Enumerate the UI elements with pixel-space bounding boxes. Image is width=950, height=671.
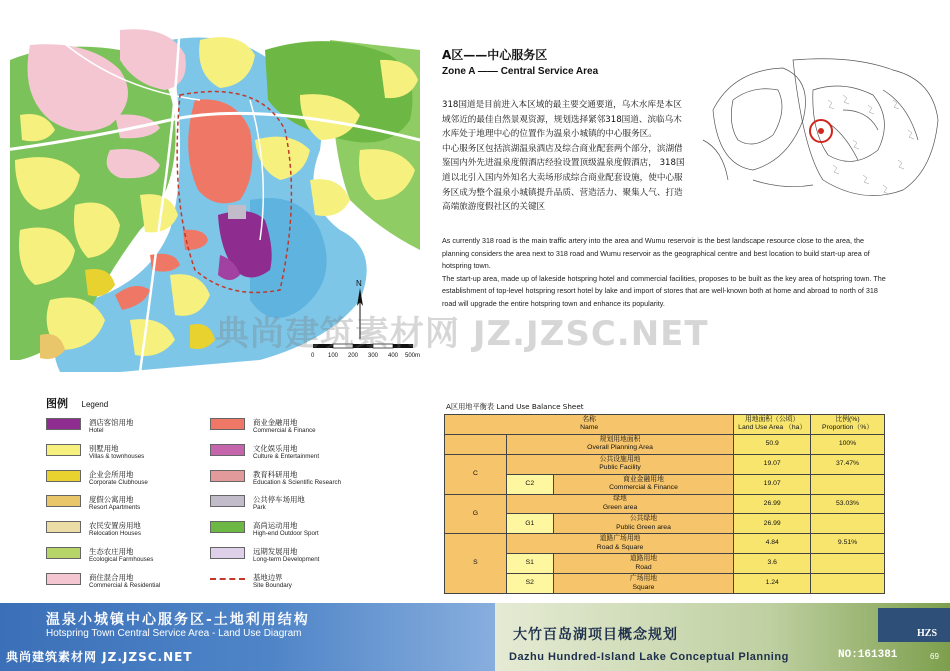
legend-label-cn: 农民安置房用地: [89, 521, 141, 531]
row-name-cn: 商业金融用地: [623, 475, 664, 483]
legend-swatch: [46, 470, 81, 482]
table-cell-area: 26.99: [734, 494, 811, 514]
row-name-cn: 公共设施用地: [599, 455, 641, 463]
scale-tick: 200: [348, 353, 359, 359]
legend-label-en: Culture & Entertainment: [253, 452, 320, 460]
legend-swatch: [46, 495, 81, 507]
legend-label-cn: 酒店客馆用地: [89, 418, 134, 427]
project-title-cn: 大竹百岛湖项目概念规划: [513, 627, 678, 643]
legend-swatch: [210, 495, 245, 507]
row-name-en: Public Facility: [599, 464, 641, 472]
legend-swatch: [210, 521, 245, 533]
legend-swatch: [46, 444, 81, 456]
legend-title-en: Legend: [81, 400, 109, 409]
row-name-cn: 广场用地: [629, 575, 658, 582]
legend-label-cn: 教育科研用地: [253, 469, 298, 479]
header-name: [445, 415, 734, 435]
table-caption: A区用地平衡表 Land Use Balance Sheet: [446, 402, 584, 411]
description-en: [442, 235, 888, 311]
legend-label-en: Villas & townhouses: [89, 452, 145, 460]
site-boundary-swatch: [210, 578, 245, 580]
legend-label-cn: 生态农庄用地: [89, 546, 134, 556]
legend-label-cn: 高尚运动用地: [253, 521, 298, 531]
legend-label-en: Hotel: [89, 427, 104, 434]
legend-swatch: [46, 573, 81, 585]
scale-tick: 100: [328, 353, 339, 359]
zone-title-cn: A区——中心服务区: [442, 48, 548, 62]
legend-label-cn: 别墅用地: [89, 443, 119, 453]
table-cell-area: 1.24: [734, 574, 811, 594]
table-cell-ratio: 100%: [811, 434, 885, 454]
table-cell: [445, 434, 507, 454]
table-cell-ratio: [811, 474, 885, 494]
header-area-cn: 用地面积（公顷）: [744, 415, 800, 423]
table-row: [445, 434, 885, 454]
row-name-en: Public Green area: [616, 523, 671, 531]
table-header-row: [445, 415, 885, 435]
description-en-paragraph: The start-up area, made up of lakeside hotspring hotel and commercial facilities, proposes to be built as the key area of hotspring town. The establishment of top-level hotspring resort hotel by lake and import of stores that are well-known both at home and abroad to north of 318 road will upgrade the entire hotspring town and enhance its popularity.: [442, 273, 886, 308]
legend-label-en: Relocation Houses: [89, 530, 141, 538]
description-cn-paragraph: 318国道是目前进入本区域的最主要交通要道，乌木水库是本区域邻近的最佳自然景观资源，规划选择紧邻318国道、滨临乌木水库处于地理中心的位置作为温泉小城镇的中心服务区。: [442, 100, 682, 140]
legend-label-cn: 度假公寓用地: [89, 495, 134, 505]
description-cn: [442, 98, 690, 215]
legend-swatch: [210, 444, 245, 456]
header-ratio: [811, 415, 885, 435]
land-use-balance-table: [444, 414, 885, 594]
legend-label-en: Resort Apartments: [89, 504, 141, 512]
table-cell-ratio: [811, 514, 885, 534]
company-logo: HZS: [917, 628, 938, 639]
table-cell-ratio: [811, 554, 885, 574]
scale-tick: 500m: [405, 353, 421, 359]
header-name-en: Name: [580, 424, 599, 432]
table-cell-code: S2: [506, 574, 553, 594]
table-row: [445, 574, 885, 594]
row-name-en: Commercial & Finance: [609, 484, 678, 492]
table-cell-area: 19.07: [734, 454, 811, 474]
header-ratio-en: Proportion（%）: [822, 424, 874, 432]
table-cell-name: [553, 514, 734, 534]
table-cell-ratio: 53.03%: [811, 494, 885, 514]
footer-logo-block: [878, 608, 950, 642]
legend-label-cn: 远期发展用地: [253, 546, 298, 556]
table-row: [445, 494, 885, 514]
table-cell-area: 4.84: [734, 534, 811, 554]
locator-map: [693, 50, 943, 210]
legend-label-en: Long-term Development: [253, 555, 320, 563]
legend-label-cn: 企业会所用地: [89, 469, 134, 479]
footer-title-cn: 温泉小城镇中心服务区-土地利用结构: [46, 612, 310, 628]
legend-label-en: Ecological Farmhouses: [89, 555, 154, 563]
north-label: N: [356, 279, 362, 288]
description-en-paragraph: As currently 318 road is the main traffic artery into the area and Wumu reservoir is the best landscape resource close to the area, the planning considers the area next to 318 road and Wumu reservoir as the geographical centre and best location to build start-up area of hotspring town.: [442, 236, 870, 271]
table-cell-ratio: 9.51%: [811, 534, 885, 554]
table-cell-code: G1: [506, 514, 553, 534]
header-area: [734, 415, 811, 435]
table-cell-name: [506, 434, 733, 454]
header-area-en: Land Use Area （ha）: [738, 424, 807, 432]
legend-label-cn: 文化娱乐用地: [253, 443, 298, 453]
legend-label-cn: 商业金融用地: [253, 418, 298, 427]
row-name-cn: 道路用地: [629, 555, 658, 563]
legend-title-cn: 图例: [46, 397, 68, 410]
watermark: 典尚建筑素材网 JZ.JZSC.NET: [215, 314, 709, 354]
legend-label-en: Site Boundary: [253, 581, 292, 589]
table-cell-area: 26.99: [734, 514, 811, 534]
page-number: 69: [930, 652, 939, 661]
legend-swatch: [210, 418, 245, 430]
table-cell-code: S1: [506, 554, 553, 574]
footer-title-en: Hotspring Town Central Service Area - Land Use Diagram: [46, 628, 302, 639]
table-cell-area: 50.9: [734, 434, 811, 454]
table-row: [445, 474, 885, 494]
footer-serial-number: NO:161381: [838, 649, 898, 661]
table-cell-area: 19.07: [734, 474, 811, 494]
table-cell-code: C2: [506, 474, 553, 494]
row-name-en: Square: [632, 583, 655, 591]
legend-label-en: Commercial & Finance: [253, 427, 316, 434]
table-row: [445, 534, 885, 554]
table-cell-code: C: [445, 454, 507, 494]
legend-label-en: Commercial & Residential: [89, 581, 161, 589]
scale-tick: 0: [311, 353, 315, 359]
table-row: [445, 454, 885, 474]
row-name-en: Road & Square: [596, 543, 644, 551]
header-ratio-cn: 比例(%): [835, 415, 860, 423]
legend-swatch: [46, 521, 81, 533]
legend-label-cn: 商住混合用地: [89, 572, 134, 582]
row-name-en: Road: [635, 563, 652, 571]
row-name-cn: 公共绿地: [629, 515, 658, 523]
header-name-cn: 名称: [582, 415, 596, 423]
table-cell-name: [553, 574, 734, 594]
scale-tick: 400: [388, 353, 399, 359]
table-cell-area: 3.6: [734, 554, 811, 574]
table-cell-ratio: [811, 574, 885, 594]
table-cell-name: [506, 494, 733, 514]
table-row: [445, 554, 885, 574]
table-cell-name: [553, 474, 734, 494]
legend-swatch: [210, 547, 245, 559]
legend-heading: [46, 395, 108, 411]
row-name-en: Overall Planning Area: [587, 444, 653, 452]
row-name-cn: 规划用地面积: [599, 435, 641, 443]
legend-swatch: [46, 418, 81, 430]
table-cell-name: [506, 534, 733, 554]
legend-label-cn: 基地边界: [253, 572, 283, 582]
scale-tick: 300: [368, 353, 379, 359]
row-name-cn: 道路广场用地: [599, 535, 641, 543]
zone-title-en: Zone A —— Central Service Area: [442, 66, 599, 77]
legend-label-cn: 公共停车场用地: [253, 495, 305, 505]
legend-label-en: Corporate Clubhouse: [89, 478, 148, 486]
row-name-en: Green area: [602, 503, 638, 511]
table-cell-name: [506, 454, 733, 474]
project-title-en: Dazhu Hundred-Island Lake Conceptual Planning: [509, 651, 789, 663]
table-cell-code: G: [445, 494, 507, 534]
legend-swatch: [46, 547, 81, 559]
legend-label-en: High-end Outdoor Sport: [253, 530, 319, 538]
description-cn-paragraph: 中心服务区包括滨湖温泉酒店及综合商业配套两个部分，滨湖借鉴国内外先进温泉度假酒店经验设置顶级温泉度假酒店， 318国道以北引入国内外知名大卖场形成综合商业配套设施，使中心服务区成为整个温泉小城镇提升品质、营造活力、聚集人气、打造高端旅游度假社区的关键区: [442, 143, 685, 213]
table-cell-ratio: 37.47%: [811, 454, 885, 474]
legend-swatch: [210, 470, 245, 482]
legend-label-en: Park: [253, 504, 266, 512]
row-name-cn: 绿地: [613, 495, 627, 503]
table-cell-name: [553, 554, 734, 574]
table-cell-code: S: [445, 534, 507, 594]
footer-watermark: 典尚建筑素材网 JZ.JZSC.NET: [6, 650, 193, 664]
table-row: [445, 514, 885, 534]
legend-label-en: Education & Scientific Research: [253, 478, 342, 486]
